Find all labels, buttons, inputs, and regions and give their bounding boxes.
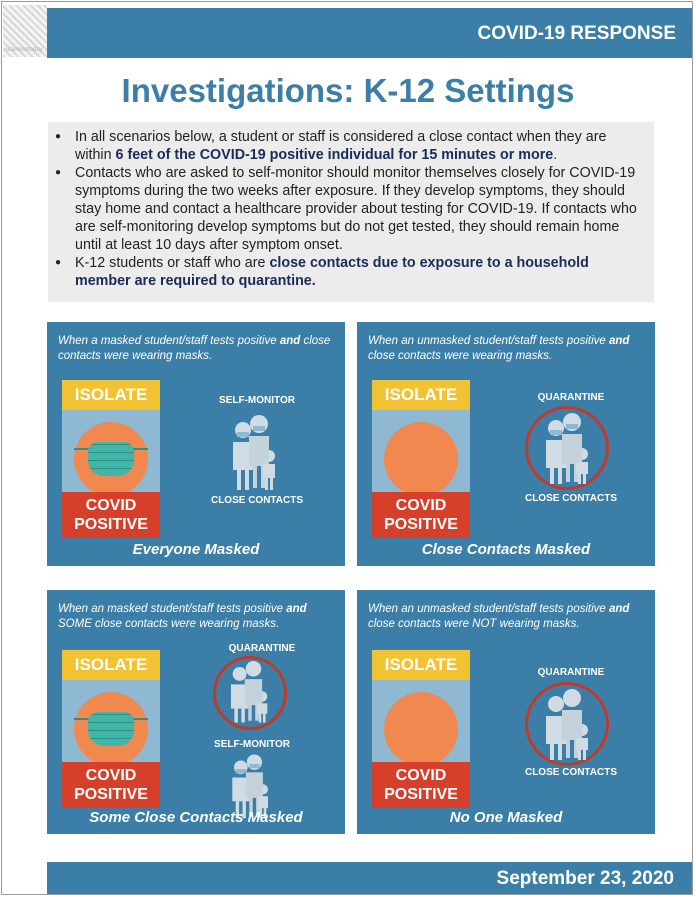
header-title: COVID-19 RESPONSE xyxy=(477,23,676,44)
isolate-label: ISOLATE xyxy=(62,380,160,410)
family-icon xyxy=(538,686,598,766)
face-icon xyxy=(384,692,458,766)
header-bar xyxy=(47,8,692,58)
quarantine-label: QUARANTINE xyxy=(228,643,296,654)
scenario-panel-no-one-masked xyxy=(357,590,655,834)
panel-footer: No One Masked xyxy=(449,809,563,826)
isolate-label: ISOLATE xyxy=(372,650,470,680)
note-item: ● Contacts who are asked to self-monitor should monitor themselves closely for COVID-19 symptoms during the two weeks after exposure. If they develop symptoms, they should stay home and contact a healthcare provider about testing for COVID-19. If contacts who are self-monitoring develop symptoms but do not get tested, they should remain home until at least 10 days after symptom onset. xyxy=(75,164,644,254)
self-monitor-label: SELF-MONITOR xyxy=(219,395,295,406)
isolate-card xyxy=(62,650,160,808)
face-icon xyxy=(384,422,458,496)
quarantine-label: QUARANTINE xyxy=(537,392,605,403)
panel-caption: When an unmasked student/staff tests positive and close contacts were NOT wearing masks. xyxy=(368,603,630,630)
face-icon xyxy=(74,692,148,766)
self-monitor-label: SELF-MONITOR xyxy=(214,739,290,750)
covid-positive-label: COVID POSITIVE xyxy=(372,762,470,808)
face-icon xyxy=(74,422,148,496)
panel-caption: When a masked student/staff tests positive and close contacts were wearing masks. xyxy=(58,335,331,362)
notes-box xyxy=(48,122,654,302)
isolate-card xyxy=(372,650,470,808)
page-title: Investigations: K-12 Settings xyxy=(121,72,575,109)
isolate-card xyxy=(372,380,470,538)
footer-bar xyxy=(47,862,692,894)
logo-caption: sicknesstoday xyxy=(5,47,43,53)
mask-icon xyxy=(88,712,134,746)
panel-footer: Everyone Masked xyxy=(132,541,260,558)
date-label: September 23, 2020 xyxy=(496,868,674,889)
quarantine-label: QUARANTINE xyxy=(537,667,605,678)
scenario-panel-some-masked xyxy=(47,590,345,834)
covid-positive-label: COVID POSITIVE xyxy=(62,762,160,808)
scenario-panel-close-contacts-masked xyxy=(357,322,655,566)
close-contacts-label: CLOSE CONTACTS xyxy=(524,767,618,778)
note-item: ● K-12 students or staff who are close contacts due to exposure to a household member are required to quarantine. xyxy=(75,254,644,290)
scenario-panel-everyone-masked xyxy=(47,322,345,566)
panel-caption: When an masked student/staff tests positive and SOME close contacts were wearing masks. xyxy=(58,603,307,630)
note-item: ● In all scenarios below, a student or staff is considered a close contact when they are within 6 feet of the COVID-19 positive individual for 15 minutes or more. xyxy=(75,128,644,164)
isolate-label: ISOLATE xyxy=(372,380,470,410)
masked-family-icon xyxy=(225,412,285,492)
isolate-card xyxy=(62,380,160,538)
panel-caption: When an unmasked student/staff tests positive and close contacts were wearing masks. xyxy=(368,335,630,362)
covid-positive-label: COVID POSITIVE xyxy=(62,492,160,538)
close-contacts-label: CLOSE CONTACTS xyxy=(524,493,618,504)
family-icon xyxy=(224,658,276,728)
isolate-label: ISOLATE xyxy=(62,650,160,680)
close-contacts-label: CLOSE CONTACTS xyxy=(210,495,304,506)
panel-footer: Close Contacts Masked xyxy=(421,541,591,558)
masked-family-icon xyxy=(538,410,598,490)
covid-positive-label: COVID POSITIVE xyxy=(372,492,470,538)
logo xyxy=(3,5,47,57)
panel-footer: Some Close Contacts Masked xyxy=(89,809,303,826)
mask-icon xyxy=(88,442,134,476)
